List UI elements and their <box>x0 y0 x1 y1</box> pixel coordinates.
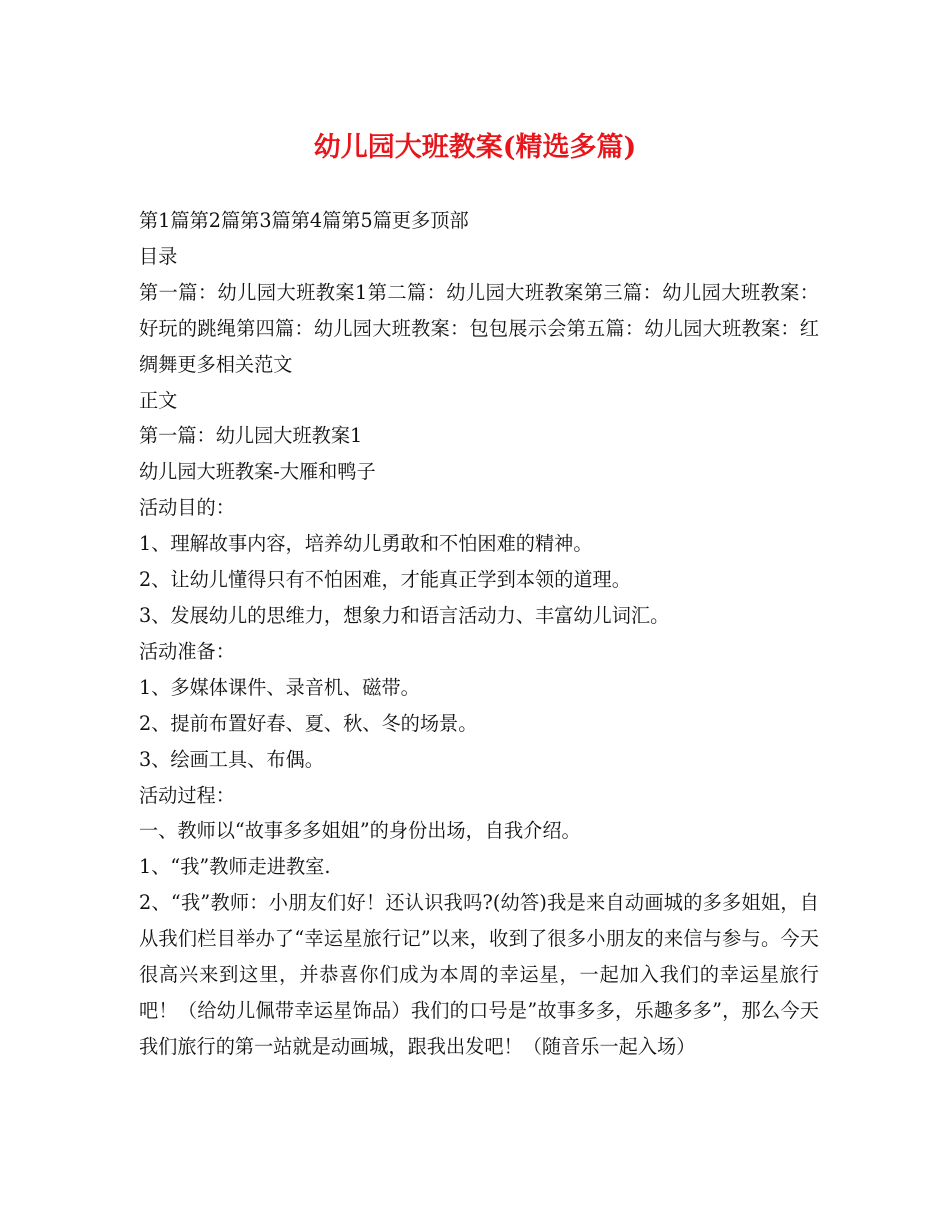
process-step: 2、“我”教师：小朋友们好！还认识我吗?(幼答)我是来自动画城的多多姐姐，自从我们栏目举办了“幸运星旅行记”以来，收到了很多小朋友的来信与参与。今天很高兴来到这里，并恭喜你们成为本周的幸运星，一起加入我们的幸运星旅行吧！（给幼儿佩带幸运星饰品）我们的口号是”故事多多，乐趣多多”，那么今天我们旅行的第一站就是动画城，跟我出发吧！（随音乐一起入场） <box>139 891 819 1058</box>
preparation-item: 1、多媒体课件、录音机、磁带。 <box>139 675 420 699</box>
preparation-item: 2、提前布置好春、夏、秋、冬的场景。 <box>139 711 478 735</box>
lesson-title: 幼儿园大班教案-大雁和鸭子 <box>139 460 376 484</box>
goal-item: 1、理解故事内容，培养幼儿勇敢和不怕困难的精神。 <box>139 532 593 556</box>
toc-heading: 目录 <box>139 244 178 268</box>
section-heading-goals: 活动目的： <box>139 496 235 520</box>
document-title: 幼儿园大班教案(精选多篇) <box>313 132 637 163</box>
process-step: 1、“我”教师走进教室. <box>139 855 331 879</box>
preparation-item: 3、绘画工具、布偶。 <box>139 747 324 771</box>
main-text-heading: 正文 <box>139 388 178 412</box>
section-heading-preparation: 活动准备： <box>139 639 235 663</box>
process-step: 一、教师以“故事多多姐姐”的身份出场，自我介绍。 <box>139 819 581 843</box>
goal-item: 2、让幼儿懂得只有不怕困难，才能真正学到本领的道理。 <box>139 568 631 592</box>
goal-item: 3、发展幼儿的思维力，想象力和语言活动力、丰富幼儿词汇。 <box>139 603 670 627</box>
toc-list: 第一篇：幼儿园大班教案1第二篇：幼儿园大班教案第三篇：幼儿园大班教案：好玩的跳绳第四篇：幼儿园大班教案：包包展示会第五篇：幼儿园大班教案：红绸舞更多相关范文 <box>139 280 819 376</box>
section-nav-links: 第1篇第2篇第3篇第4篇第5篇更多顶部 <box>139 209 469 232</box>
section-heading-process: 活动过程： <box>139 783 235 807</box>
document-body <box>139 203 819 1065</box>
chapter-heading: 第一篇：幼儿园大班教案1 <box>139 424 363 448</box>
